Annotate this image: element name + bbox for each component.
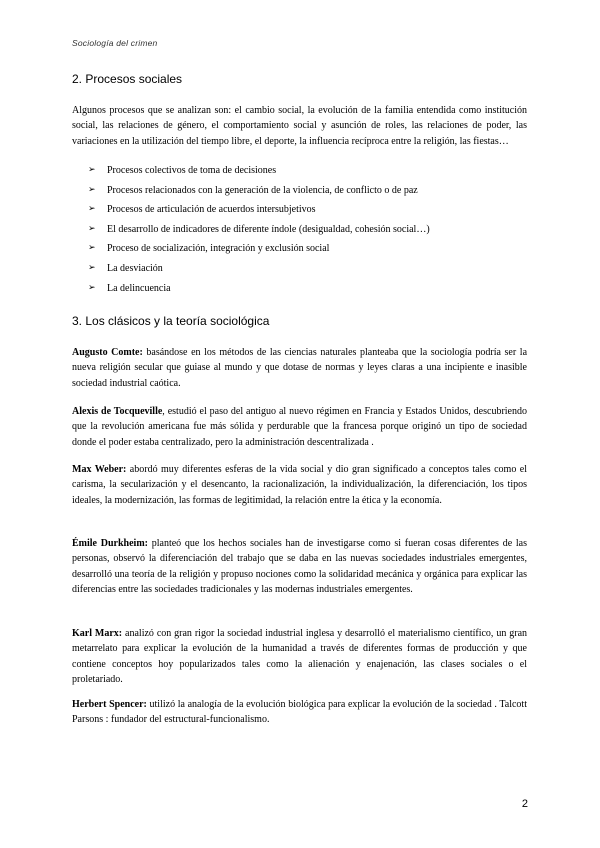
author-paragraph bbox=[72, 536, 527, 597]
author-paragraph bbox=[72, 345, 527, 391]
process-list-text: El desarrollo de indicadores de diferente índole (desigualdad, cohesión social…) bbox=[107, 223, 430, 235]
author-name: Max Weber: bbox=[72, 464, 127, 475]
author-name: Alexis de Tocqueville bbox=[72, 406, 163, 417]
author-text: , estudió el paso del antiguo al nuevo régimen en Francia y Estados Unidos, descubriendo que la revolución americana fue más sólida y perdurable que la francesa porque originó un tipo de sociedad donde el poder estaba centralizado, pero la administración descentralizada . bbox=[72, 406, 527, 448]
process-list-item bbox=[88, 261, 430, 281]
author-name: Herbert Spencer: bbox=[72, 699, 147, 710]
arrowhead-bullet-icon: ➢ bbox=[88, 262, 96, 273]
author-text: planteó que los hechos sociales han de investigarse como si fueran cosas diferentes de las personas, observó la diferenciación del trabajo que se daba en las nuevas sociedades industriales emergentes, desarrolló una teoría de la religión y propuso nociones como la solidaridad mecánica y orgánica para explicar las diferencias entre las sociedades tradicionales y las modernas industriales emergentes. bbox=[72, 538, 527, 595]
arrowhead-bullet-icon: ➢ bbox=[88, 204, 96, 215]
intro-paragraph: Algunos procesos que se analizan son: el cambio social, la evolución de la familia entendida como institución social, las relaciones de género, el comportamiento social y asunción de roles, las relaciones de poder, las variaciones en la utilización del tiempo libre, el deporte, la influencia recíproca entre la religión, las fiestas… bbox=[72, 105, 527, 147]
arrowhead-bullet-icon: ➢ bbox=[88, 223, 96, 234]
process-list-text: Procesos colectivos de toma de decisiones bbox=[107, 165, 277, 176]
process-list-text: Procesos de articulación de acuerdos intersubjetivos bbox=[107, 204, 316, 216]
page-number: 2 bbox=[521, 798, 528, 810]
process-list-text: La delincuencia bbox=[107, 282, 171, 294]
process-list-item bbox=[88, 241, 430, 261]
process-list-item bbox=[88, 183, 430, 203]
process-list-text: La desviación bbox=[107, 262, 163, 274]
process-list-text: Procesos relacionados con la generación de la violencia, de conflicto o de paz bbox=[107, 184, 418, 196]
section-heading: 2. Procesos sociales bbox=[72, 72, 183, 86]
process-list-item bbox=[88, 202, 430, 222]
section-heading: 3. Los clásicos y la teoría sociológica bbox=[72, 314, 270, 328]
author-paragraph bbox=[72, 462, 527, 508]
author-text: basándose en los métodos de las ciencias naturales planteaba que la sociología podría ser la nueva religión secular que guiase al mundo y que dotase de normas y leyes claras a una incipiente e inasible sociedad industrial caótica. bbox=[72, 347, 528, 389]
author-text: analizó con gran rigor la sociedad industrial inglesa y desarrolló el materialismo científico, un gran metarrelato para explicar la evolución de la humanidad a través de diferentes formas de producción y que contiene conceptos hoy popularizados tales como la alienación y enajenación, las clases sociales o el proletariado. bbox=[72, 628, 528, 685]
arrowhead-bullet-icon: ➢ bbox=[88, 184, 96, 195]
author-paragraph bbox=[72, 626, 527, 687]
author-name: Karl Marx: bbox=[72, 628, 123, 639]
process-list bbox=[88, 163, 430, 300]
author-name: Augusto Comte: bbox=[72, 347, 143, 358]
author-name: Émile Durkheim: bbox=[72, 538, 148, 549]
arrowhead-bullet-icon: ➢ bbox=[88, 165, 96, 175]
arrowhead-bullet-icon: ➢ bbox=[88, 282, 96, 293]
running-header: Sociología del crimen bbox=[72, 38, 158, 48]
process-list-text: Proceso de socialización, integración y exclusión social bbox=[107, 243, 330, 255]
author-paragraph bbox=[72, 697, 527, 728]
process-list-item bbox=[88, 163, 430, 183]
author-text: utilizó la analogía de la evolución biológica para explicar la evolución de la sociedad . Talcott Parsons : fundador del estructural-funcionalismo. bbox=[72, 699, 527, 726]
arrowhead-bullet-icon: ➢ bbox=[88, 243, 96, 254]
process-list-item bbox=[88, 281, 430, 301]
author-paragraph bbox=[72, 404, 527, 450]
author-text: abordó muy diferentes esferas de la vida social y dio gran significado a conceptos tales como el carisma, la secularización y el desencanto, la racionalización, la individualización, la diferenciación, los tipos ideales, la modernización, las formas de legitimidad, la relación entre la ética y la economía. bbox=[72, 464, 527, 506]
process-list-item bbox=[88, 222, 430, 242]
